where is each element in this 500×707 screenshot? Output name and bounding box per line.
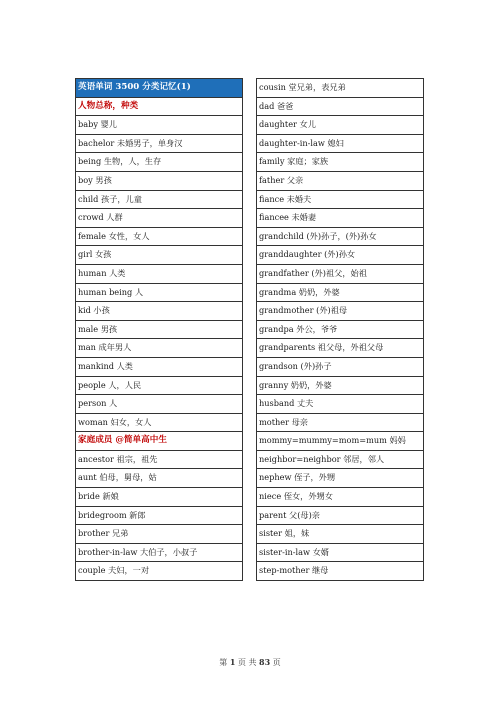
vocab-entry: grandson (外)孙子 bbox=[257, 357, 424, 376]
vocab-entry: daughter 女儿 bbox=[257, 116, 424, 135]
vocab-entry: sister-in-law 女婿 bbox=[257, 543, 424, 562]
vocab-entry: human being 人 bbox=[76, 283, 243, 302]
table-row bbox=[257, 79, 424, 98]
vocab-entry: neighbor=neighbor 邻居，邻人 bbox=[257, 450, 424, 469]
table-row bbox=[257, 190, 424, 209]
vocab-entry: grandma 奶奶，外婆 bbox=[257, 283, 424, 302]
table-row bbox=[257, 506, 424, 525]
table-row bbox=[76, 543, 243, 562]
vocab-entry: granddaughter (外)孙女 bbox=[257, 246, 424, 265]
vocab-entry: granny 奶奶，外婆 bbox=[257, 376, 424, 395]
vocab-entry: couple 夫妇，一对 bbox=[76, 562, 243, 581]
vocab-entry: step-mother 继母 bbox=[257, 562, 424, 581]
section-heading: 人物总称，种类 bbox=[76, 97, 243, 116]
vocab-table-left-body bbox=[76, 79, 243, 581]
table-row bbox=[76, 116, 243, 135]
table-row bbox=[76, 134, 243, 153]
table-row bbox=[257, 357, 424, 376]
vocab-entry: boy 男孩 bbox=[76, 171, 243, 190]
table-row bbox=[257, 543, 424, 562]
table-row bbox=[257, 562, 424, 581]
vocab-entry: family 家庭；家族 bbox=[257, 153, 424, 172]
vocab-entry: brother-in-law 大伯子，小叔子 bbox=[76, 543, 243, 562]
vocab-table-right bbox=[256, 78, 424, 581]
table-row bbox=[257, 171, 424, 190]
table-row bbox=[76, 525, 243, 544]
footer-suffix: 页 bbox=[272, 658, 281, 667]
table-row bbox=[76, 357, 243, 376]
vocab-table-right-body bbox=[257, 79, 424, 581]
table-row bbox=[257, 302, 424, 321]
table-row bbox=[257, 413, 424, 432]
vocab-entry: mother 母亲 bbox=[257, 413, 424, 432]
table-row bbox=[257, 469, 424, 488]
table-row bbox=[257, 432, 424, 451]
vocab-entry: brother 兄弟 bbox=[76, 525, 243, 544]
vocab-entry: crowd 人群 bbox=[76, 209, 243, 228]
vocab-entry: daughter-in-law 媳妇 bbox=[257, 134, 424, 153]
table-row bbox=[257, 209, 424, 228]
vocab-entry: grandfather (外)祖父，始祖 bbox=[257, 264, 424, 283]
table-row bbox=[76, 153, 243, 172]
vocab-entry: parent 父(母)亲 bbox=[257, 506, 424, 525]
table-row bbox=[76, 450, 243, 469]
vocab-entry: mankind 人类 bbox=[76, 357, 243, 376]
vocab-entry: baby 婴儿 bbox=[76, 116, 243, 135]
vocab-entry: ancestor 祖宗，祖先 bbox=[76, 450, 243, 469]
table-row bbox=[257, 227, 424, 246]
vocab-entry: bachelor 未婚男子，单身汉 bbox=[76, 134, 243, 153]
vocab-entry: grandpa 外公，爷爷 bbox=[257, 320, 424, 339]
vocab-entry: man 成年男人 bbox=[76, 339, 243, 358]
table-row bbox=[257, 153, 424, 172]
footer-middle: 页 共 bbox=[237, 658, 257, 667]
table-row bbox=[76, 79, 243, 98]
vocab-entry: person 人 bbox=[76, 395, 243, 414]
vocab-entry: nephew 侄子，外甥 bbox=[257, 469, 424, 488]
table-title: 英语单词 3500 分类记忆(1) bbox=[76, 79, 243, 98]
vocab-entry: male 男孩 bbox=[76, 320, 243, 339]
vocab-entry: girl 女孩 bbox=[76, 246, 243, 265]
vocab-entry: cousin 堂兄弟，表兄弟 bbox=[257, 79, 424, 98]
page-number: 1 bbox=[229, 657, 236, 667]
section-heading: 家庭成员 @简单高中生 bbox=[76, 432, 243, 451]
table-row bbox=[76, 339, 243, 358]
table-row bbox=[76, 413, 243, 432]
table-row bbox=[76, 302, 243, 321]
vocab-entry: bridegroom 新郎 bbox=[76, 506, 243, 525]
vocab-entry: husband 丈夫 bbox=[257, 395, 424, 414]
vocab-entry: kid 小孩 bbox=[76, 302, 243, 321]
vocab-entry: grandchild (外)孙子，(外)孙女 bbox=[257, 227, 424, 246]
table-row bbox=[76, 469, 243, 488]
table-row bbox=[257, 395, 424, 414]
vocab-entry: child 孩子，儿童 bbox=[76, 190, 243, 209]
table-row bbox=[257, 283, 424, 302]
table-row bbox=[76, 264, 243, 283]
table-row bbox=[76, 376, 243, 395]
vocab-entry: people 人，人民 bbox=[76, 376, 243, 395]
vocab-entry: woman 妇女，女人 bbox=[76, 413, 243, 432]
table-row bbox=[76, 320, 243, 339]
vocab-entry: mommy=mummy=mom=mum 妈妈 bbox=[257, 432, 424, 451]
vocab-entry: grandmother (外)祖母 bbox=[257, 302, 424, 321]
vocab-entry: aunt 伯母，舅母，姑 bbox=[76, 469, 243, 488]
table-row bbox=[76, 171, 243, 190]
vocab-entry: being 生物，人，生存 bbox=[76, 153, 243, 172]
page-footer bbox=[0, 657, 500, 668]
table-row bbox=[76, 246, 243, 265]
vocab-entry: fiancee 未婚妻 bbox=[257, 209, 424, 228]
table-row bbox=[76, 283, 243, 302]
table-row bbox=[257, 264, 424, 283]
table-row bbox=[257, 339, 424, 358]
table-row bbox=[257, 246, 424, 265]
total-pages: 83 bbox=[259, 657, 271, 667]
table-row bbox=[257, 320, 424, 339]
table-row bbox=[76, 506, 243, 525]
table-row bbox=[257, 97, 424, 116]
vocab-entry: female 女性，女人 bbox=[76, 227, 243, 246]
table-row bbox=[257, 525, 424, 544]
vocab-entry: fiance 未婚夫 bbox=[257, 190, 424, 209]
table-row bbox=[76, 190, 243, 209]
table-row bbox=[257, 376, 424, 395]
table-row bbox=[76, 432, 243, 451]
vocab-entry: father 父亲 bbox=[257, 171, 424, 190]
table-row bbox=[257, 488, 424, 507]
table-row bbox=[76, 562, 243, 581]
vocab-entry: grandparents 祖父母，外祖父母 bbox=[257, 339, 424, 358]
table-row bbox=[257, 450, 424, 469]
footer-prefix: 第 bbox=[219, 658, 228, 667]
vocab-entry: sister 姐，妹 bbox=[257, 525, 424, 544]
vocab-entry: human 人类 bbox=[76, 264, 243, 283]
table-row bbox=[76, 209, 243, 228]
table-row bbox=[257, 134, 424, 153]
table-row bbox=[76, 395, 243, 414]
table-row bbox=[76, 488, 243, 507]
table-row bbox=[76, 97, 243, 116]
vocab-entry: dad 爸爸 bbox=[257, 97, 424, 116]
table-row bbox=[257, 116, 424, 135]
vocab-entry: bride 新娘 bbox=[76, 488, 243, 507]
table-row bbox=[76, 227, 243, 246]
vocab-entry: niece 侄女，外甥女 bbox=[257, 488, 424, 507]
vocab-table-left bbox=[75, 78, 243, 581]
